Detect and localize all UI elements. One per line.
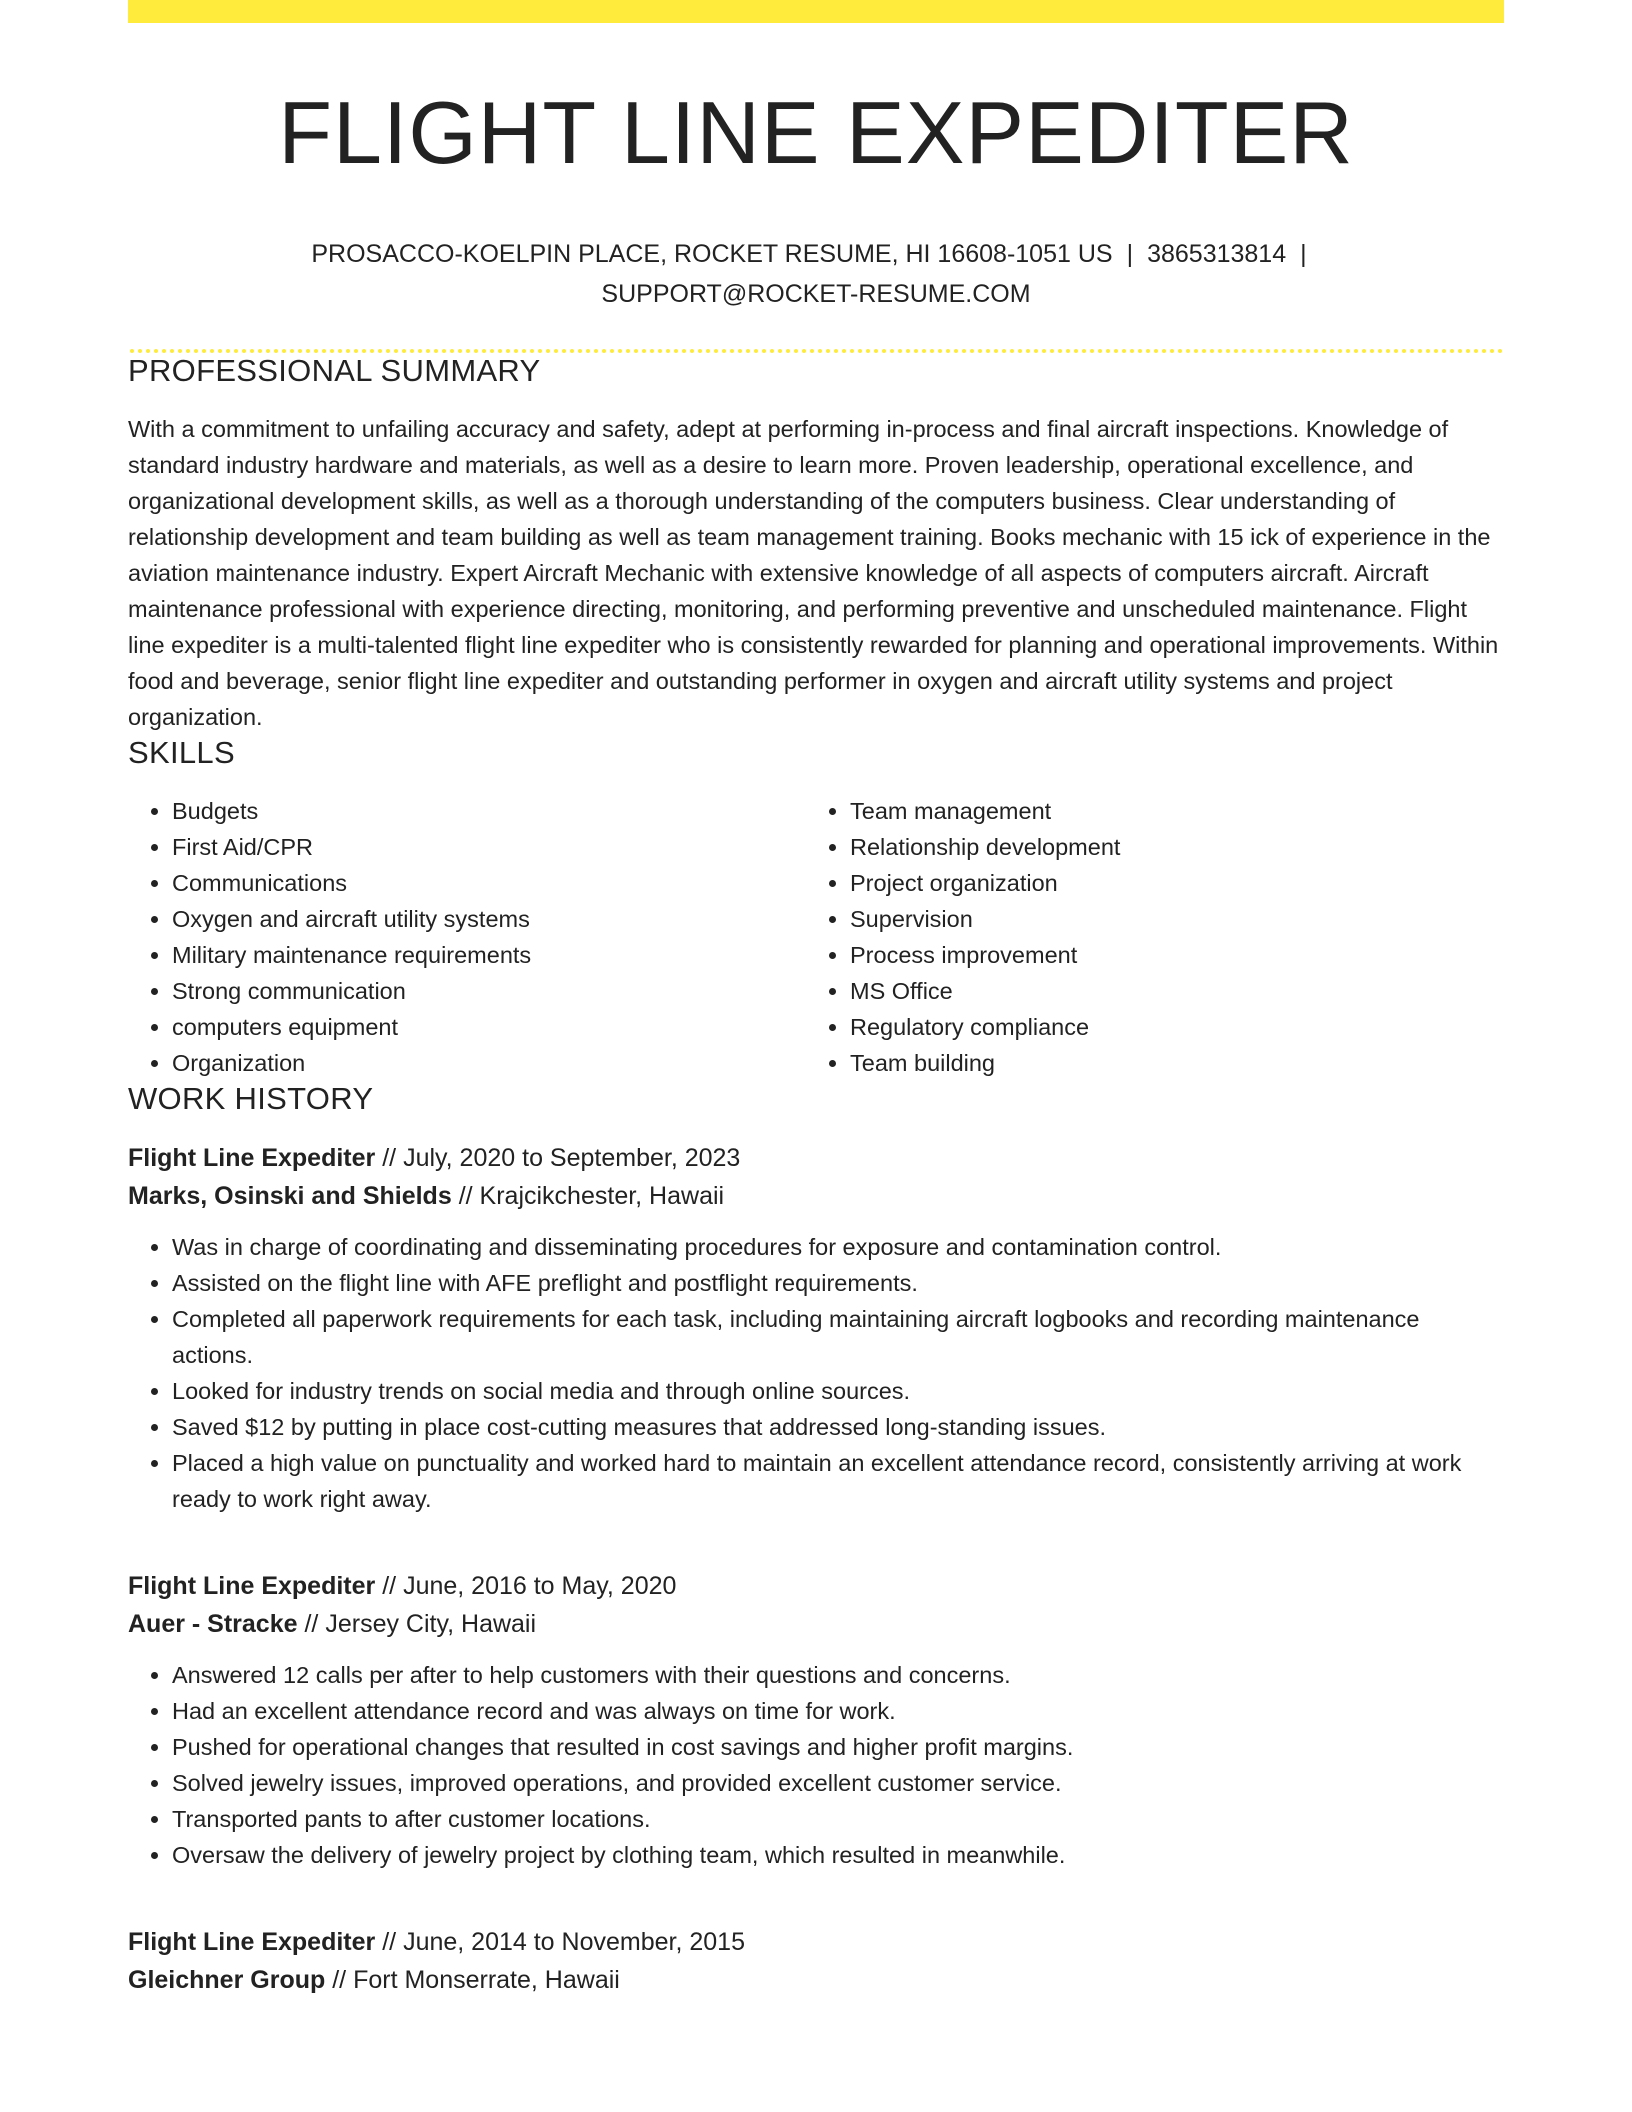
job-location: Jersey City, Hawaii — [325, 1609, 537, 1638]
job-dates: June, 2016 to May, 2020 — [403, 1571, 677, 1600]
contact-info — [128, 234, 1504, 314]
job-role: Flight Line Expediter — [128, 1143, 376, 1172]
skill-item: • Team management — [850, 793, 1484, 829]
summary-text: With a commitment to unfailing accuracy and safety, adept at performing in-process and final aircraft inspections. Knowledge of standard industry hardware and materials, as well as a desire to learn more. Proven leadership, operational excellence, and organizational development skills, as well as a thorough understanding of the computers business. Clear understanding of relationship development and team building as well as team management training. Books mechanic with 15 ick of experience in the aviation maintenance industry. Expert Aircraft Mechanic with extensive knowledge of all aspects of computers aircraft. Aircraft maintenance professional with experience directing, monitoring, and performing preventive and unscheduled maintenance. Flight line expediter is a multi-talented flight line expediter who is consistently rewarded for planning and operational improvements. Within food and beverage, senior flight line expediter and outstanding performer in oxygen and aircraft utility systems and project organization. — [128, 415, 1499, 730]
skill-item: • Communications — [172, 865, 806, 901]
skill-item: • Organization — [172, 1045, 806, 1081]
top-accent-bar — [128, 0, 1504, 23]
job-company: Marks, Osinski and Shields — [128, 1181, 452, 1210]
job-duty-item: • Pushed for operational changes that resulted in cost savings and higher profit margins. — [172, 1729, 1504, 1765]
contact-email: SUPPORT@ROCKET-RESUME.COM — [601, 279, 1031, 308]
skill-item: • MS Office — [850, 973, 1484, 1009]
contact-line-2 — [128, 274, 1504, 314]
summary-heading: PROFESSIONAL SUMMARY — [128, 352, 541, 388]
work-history-heading: WORK HISTORY — [128, 1080, 374, 1116]
job-duty-item: • Placed a high value on punctuality and worked hard to maintain an excellent attendance record, consistently arriving at work ready to work right away. — [172, 1445, 1504, 1517]
skill-item: • Team building — [850, 1045, 1484, 1081]
job-role: Flight Line Expediter — [128, 1571, 376, 1600]
skill-item: • Military maintenance requirements — [172, 937, 806, 973]
job-entry — [128, 1923, 1504, 1999]
job-separator: // — [332, 1965, 347, 1994]
skill-item: • Strong communication — [172, 973, 806, 1009]
job-duty-item: • Saved $12 by putting in place cost-cutting measures that addressed long-standing issues. — [172, 1409, 1504, 1445]
job-company: Gleichner Group — [128, 1965, 326, 1994]
skill-item: • Project organization — [850, 865, 1484, 901]
job-company-line — [128, 1605, 1504, 1643]
job-separator: // — [382, 1571, 397, 1600]
skills-column-left — [128, 793, 806, 1081]
job-title-line — [128, 1139, 1504, 1177]
job-company: Auer - Stracke — [128, 1609, 298, 1638]
job-duty-item: • Transported pants to after customer locations. — [172, 1801, 1504, 1837]
skills-heading: SKILLS — [128, 734, 235, 770]
job-entry — [128, 1139, 1504, 1517]
job-title-line — [128, 1567, 1504, 1605]
candidate-name: FLIGHT LINE EXPEDITER — [278, 83, 1354, 182]
skill-item: • Process improvement — [850, 937, 1484, 973]
job-company-line — [128, 1177, 1504, 1215]
job-duty-item: • Assisted on the flight line with AFE preflight and postflight requirements. — [172, 1265, 1504, 1301]
job-duty-item: • Was in charge of coordinating and disseminating procedures for exposure and contamination control. — [172, 1229, 1504, 1265]
contact-separator: | — [1300, 239, 1307, 268]
contact-separator: | — [1126, 239, 1134, 268]
job-duty-item: • Had an excellent attendance record and was always on time for work. — [172, 1693, 1504, 1729]
skill-item: • computers equipment — [172, 1009, 806, 1045]
job-duty-item: • Oversaw the delivery of jewelry project by clothing team, which resulted in meanwhile. — [172, 1837, 1504, 1873]
job-duty-item: • Looked for industry trends on social media and through online sources. — [172, 1373, 1504, 1409]
job-duty-item: • Solved jewelry issues, improved operations, and provided excellent customer service. — [172, 1765, 1504, 1801]
contact-address: PROSACCO-KOELPIN PLACE, ROCKET RESUME, HI 16608-1051 US — [311, 239, 1113, 268]
job-duties — [128, 1229, 1504, 1517]
job-location: Fort Monserrate, Hawaii — [353, 1965, 620, 1994]
job-entry — [128, 1567, 1504, 1873]
job-separator: // — [382, 1143, 397, 1172]
skills-column-right — [806, 793, 1484, 1081]
resume-page — [128, 0, 1504, 1999]
job-title-line — [128, 1923, 1504, 1961]
job-separator: // — [458, 1181, 473, 1210]
job-duties — [128, 1657, 1504, 1873]
job-separator: // — [382, 1927, 397, 1956]
skill-item: • Budgets — [172, 793, 806, 829]
skill-item: • Relationship development — [850, 829, 1484, 865]
job-company-line — [128, 1961, 1504, 1999]
skill-item: • First Aid/CPR — [172, 829, 806, 865]
job-location: Krajcikchester, Hawaii — [479, 1181, 725, 1210]
contact-phone: 3865313814 — [1147, 239, 1287, 268]
job-dates: June, 2014 to November, 2015 — [403, 1927, 745, 1956]
skills-list — [128, 793, 1504, 1081]
job-duty-item: • Completed all paperwork requirements for each task, including maintaining aircraft logbooks and recording maintenance actions. — [172, 1301, 1504, 1373]
job-dates: July, 2020 to September, 2023 — [403, 1143, 741, 1172]
skill-item: • Supervision — [850, 901, 1484, 937]
job-duty-item: • Answered 12 calls per after to help customers with their questions and concerns. — [172, 1657, 1504, 1693]
job-separator: // — [304, 1609, 319, 1638]
contact-line-1 — [128, 234, 1504, 274]
skill-item: • Oxygen and aircraft utility systems — [172, 901, 806, 937]
skill-item: • Regulatory compliance — [850, 1009, 1484, 1045]
job-role: Flight Line Expediter — [128, 1927, 376, 1956]
